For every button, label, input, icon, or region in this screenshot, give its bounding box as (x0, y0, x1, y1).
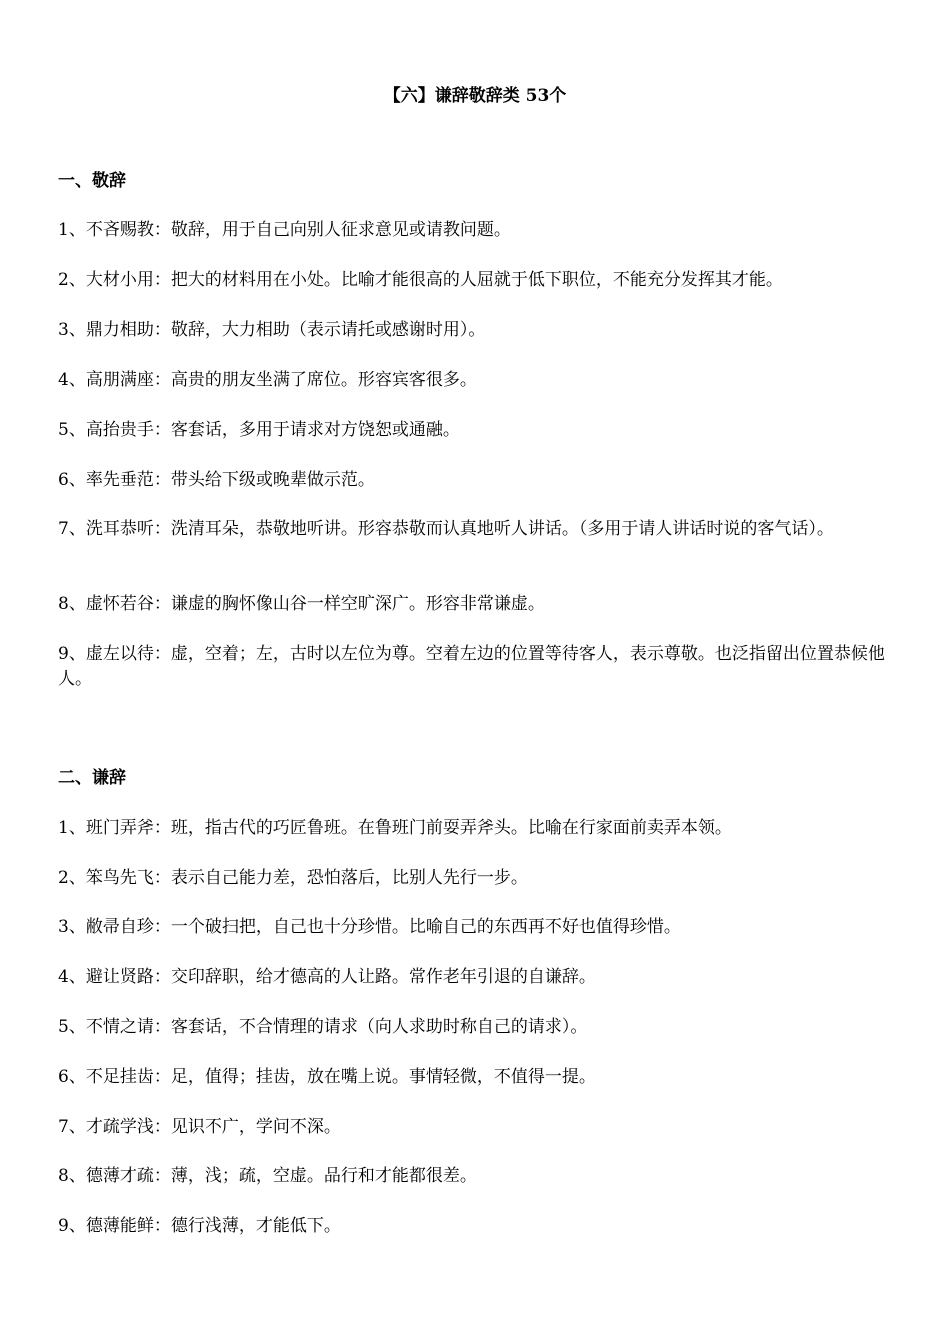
list-item: 3、鼎力相助：敬辞，大力相助（表示请托或感谢时用）。 (58, 320, 486, 340)
list-item: 5、高抬贵手：客套话，多用于请求对方饶恕或通融。 (58, 420, 460, 440)
list-item: 2、笨鸟先飞：表示自己能力差，恐怕落后，比别人先行一步。 (58, 868, 528, 888)
list-item: 5、不情之请：客套话，不合情理的请求（向人求助时称自己的请求）。 (58, 1017, 588, 1037)
list-item: 8、虚怀若谷：谦虚的胸怀像山谷一样空旷深广。形容非常谦虚。 (58, 594, 545, 614)
list-item: 1、班门弄斧：班，指古代的巧匠鲁班。在鲁班门前耍弄斧头。比喻在行家面前卖弄本领。 (58, 818, 732, 838)
list-item: 4、高朋满座：高贵的朋友坐满了席位。形容宾客很多。 (58, 370, 477, 390)
list-item: 7、洗耳恭听：洗清耳朵，恭敬地听讲。形容恭敬而认真地听人讲话。（多用于请人讲话时说的客气话）。 (58, 519, 834, 539)
list-item: 3、敝帚自珍：一个破扫把，自己也十分珍惜。比喻自己的东西再不好也值得珍惜。 (58, 917, 681, 937)
list-item: 8、德薄才疏：薄，浅；疏，空虚。品行和才能都很差。 (58, 1166, 477, 1186)
page-title: 【六】谦辞敬辞类 53个 (383, 86, 567, 106)
list-item: 6、率先垂范：带头给下级或晚辈做示范。 (58, 470, 375, 490)
section-heading-respectful: 一、敬辞 (58, 171, 126, 191)
list-item: 1、不吝赐教：敬辞，用于自己向别人征求意见或请教问题。 (58, 220, 511, 240)
section-heading-humble: 二、谦辞 (58, 768, 126, 788)
list-item: 7、才疏学浅：见识不广，学问不深。 (58, 1117, 341, 1137)
list-item: 6、不足挂齿：足，值得；挂齿，放在嘴上说。事情轻微，不值得一提。 (58, 1067, 596, 1087)
list-item: 9、虚左以待：虚，空着；左，古时以左位为尊。空着左边的位置等待客人，表示尊敬。也泛指留出位置恭候他人。 (58, 644, 885, 689)
list-item: 9、德薄能鲜：德行浅薄，才能低下。 (58, 1216, 341, 1236)
list-item: 2、大材小用：把大的材料用在小处。比喻才能很高的人屈就于低下职位，不能充分发挥其才能。 (58, 270, 783, 290)
list-item: 4、避让贤路：交印辞职，给才德高的人让路。常作老年引退的自谦辞。 (58, 967, 596, 987)
